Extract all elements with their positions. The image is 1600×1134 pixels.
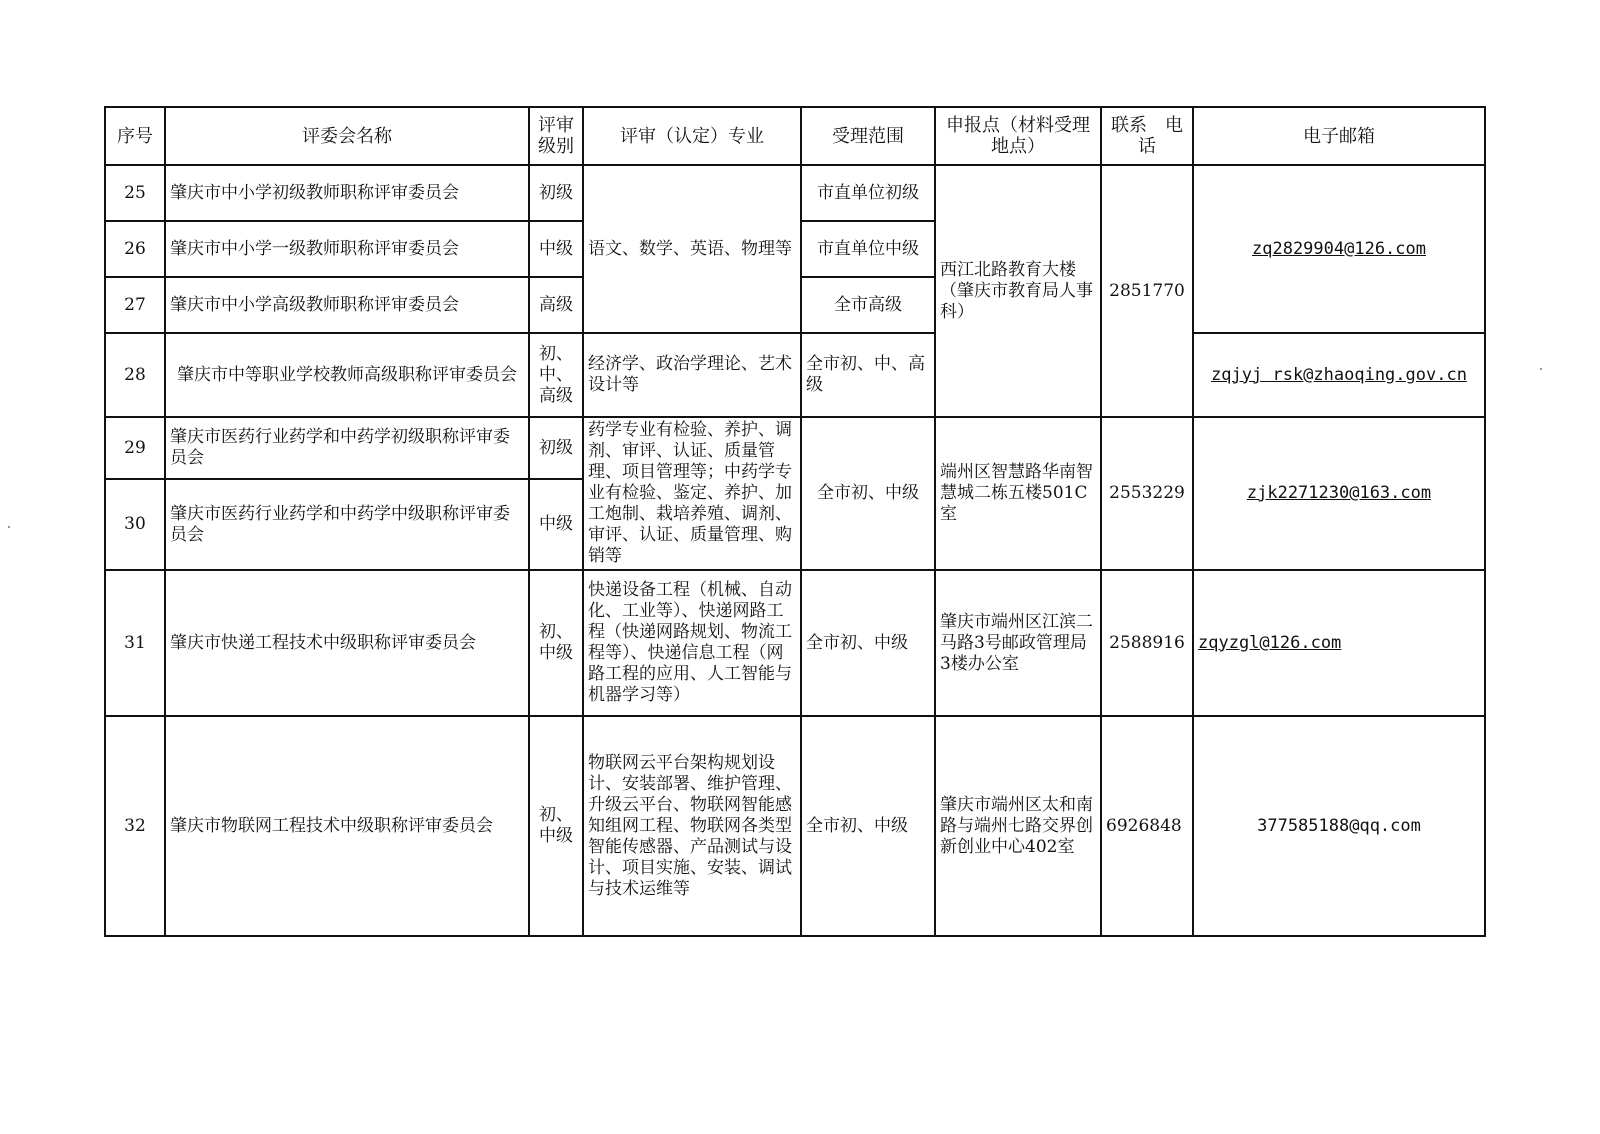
header-seq: 序号 (105, 107, 165, 165)
cell-seq: 31 (105, 570, 165, 716)
cell-major-pharmacy: 药学专业有检验、养护、调剂、审评、认证、质量管理、项目管理等；中药学专业有检验、鉴定、养护、加工炮制、栽培养殖、调剂、审评、认证、质量管理、购销等 (583, 417, 801, 570)
cell-phone-pharmacy: 2553229 (1101, 417, 1193, 570)
cell-major: 快递设备工程（机械、自动化、工业等）、快递网路工程（快递网路规划、物流工程等）、快递信息工程（网路工程的应用、人工智能与机器学习等） (583, 570, 801, 716)
email-link-postal[interactable]: zqyzgl@126.com (1193, 570, 1485, 716)
cell-seq: 25 (105, 165, 165, 221)
table-row (105, 716, 1485, 936)
cell-name: 肇庆市物联网工程技术中级职称评审委员会 (165, 716, 529, 936)
cell-name: 肇庆市中等职业学校教师高级职称评审委员会 (165, 333, 529, 417)
cell-phone: 2588916 (1101, 570, 1193, 716)
scan-speck (1540, 368, 1542, 370)
cell-name: 肇庆市中小学高级教师职称评审委员会 (165, 277, 529, 333)
review-committee-table (104, 106, 1486, 937)
cell-major: 物联网云平台架构规划设计、安装部署、维护管理、升级云平台、物联网智能感知组网工程、物联网各类型智能传感器、产品测试与设计、项目实施、安装、调试与技术运维等 (583, 716, 801, 936)
cell-scope: 全市高级 (801, 277, 935, 333)
cell-email-iot: 377585188@qq.com (1193, 716, 1485, 936)
email-link-education[interactable]: zq2829904@126.com (1193, 165, 1485, 333)
header-phone: 联系 电话 (1101, 107, 1193, 165)
cell-name: 肇庆市医药行业药学和中药学中级职称评审委员会 (165, 479, 529, 570)
cell-scope: 全市初、中级 (801, 716, 935, 936)
cell-phone-education: 2851770 (1101, 165, 1193, 417)
email-link-pharmacy[interactable]: zjk2271230@163.com (1193, 417, 1485, 570)
table-row (105, 333, 1485, 417)
email-link-education-office[interactable]: zqjyj rsk@zhaoqing.gov.cn (1193, 333, 1485, 417)
cell-place: 肇庆市端州区太和南路与端州七路交界创新创业中心402室 (935, 716, 1101, 936)
cell-scope: 全市初、中级 (801, 570, 935, 716)
cell-seq: 28 (105, 333, 165, 417)
cell-level: 中级 (529, 479, 583, 570)
cell-major-education: 语文、数学、英语、物理等 (583, 165, 801, 333)
header-email: 电子邮箱 (1193, 107, 1485, 165)
table-row (105, 570, 1485, 716)
cell-name: 肇庆市医药行业药学和中药学初级职称评审委员会 (165, 417, 529, 479)
cell-level: 初、中、高级 (529, 333, 583, 417)
table-row (105, 165, 1485, 221)
cell-scope: 全市初、中、高级 (801, 333, 935, 417)
cell-scope: 市直单位初级 (801, 165, 935, 221)
cell-scope: 市直单位中级 (801, 221, 935, 277)
cell-seq: 29 (105, 417, 165, 479)
cell-level: 初、中级 (529, 716, 583, 936)
cell-place-pharmacy: 端州区智慧路华南智慧城二栋五楼501C室 (935, 417, 1101, 570)
header-scope: 受理范围 (801, 107, 935, 165)
scan-speck (8, 526, 10, 528)
cell-level: 中级 (529, 221, 583, 277)
header-row (105, 107, 1485, 165)
cell-seq: 27 (105, 277, 165, 333)
table-row (105, 417, 1485, 479)
cell-seq: 32 (105, 716, 165, 936)
cell-place-education: 西江北路教育大楼（肇庆市教育局人事科） (935, 165, 1101, 417)
cell-seq: 26 (105, 221, 165, 277)
cell-name: 肇庆市快递工程技术中级职称评审委员会 (165, 570, 529, 716)
header-major: 评审（认定）专业 (583, 107, 801, 165)
cell-seq: 30 (105, 479, 165, 570)
cell-level: 高级 (529, 277, 583, 333)
cell-place: 肇庆市端州区江滨二马路3号邮政管理局3楼办公室 (935, 570, 1101, 716)
cell-name: 肇庆市中小学一级教师职称评审委员会 (165, 221, 529, 277)
header-place: 申报点（材料受理地点） (935, 107, 1101, 165)
cell-level: 初级 (529, 417, 583, 479)
header-level: 评审级别 (529, 107, 583, 165)
cell-name: 肇庆市中小学初级教师职称评审委员会 (165, 165, 529, 221)
header-name: 评委会名称 (165, 107, 529, 165)
cell-level: 初级 (529, 165, 583, 221)
cell-phone: 6926848 (1101, 716, 1193, 936)
cell-scope-pharmacy: 全市初、中级 (801, 417, 935, 570)
cell-major: 经济学、政治学理论、艺术设计等 (583, 333, 801, 417)
cell-level: 初、中级 (529, 570, 583, 716)
